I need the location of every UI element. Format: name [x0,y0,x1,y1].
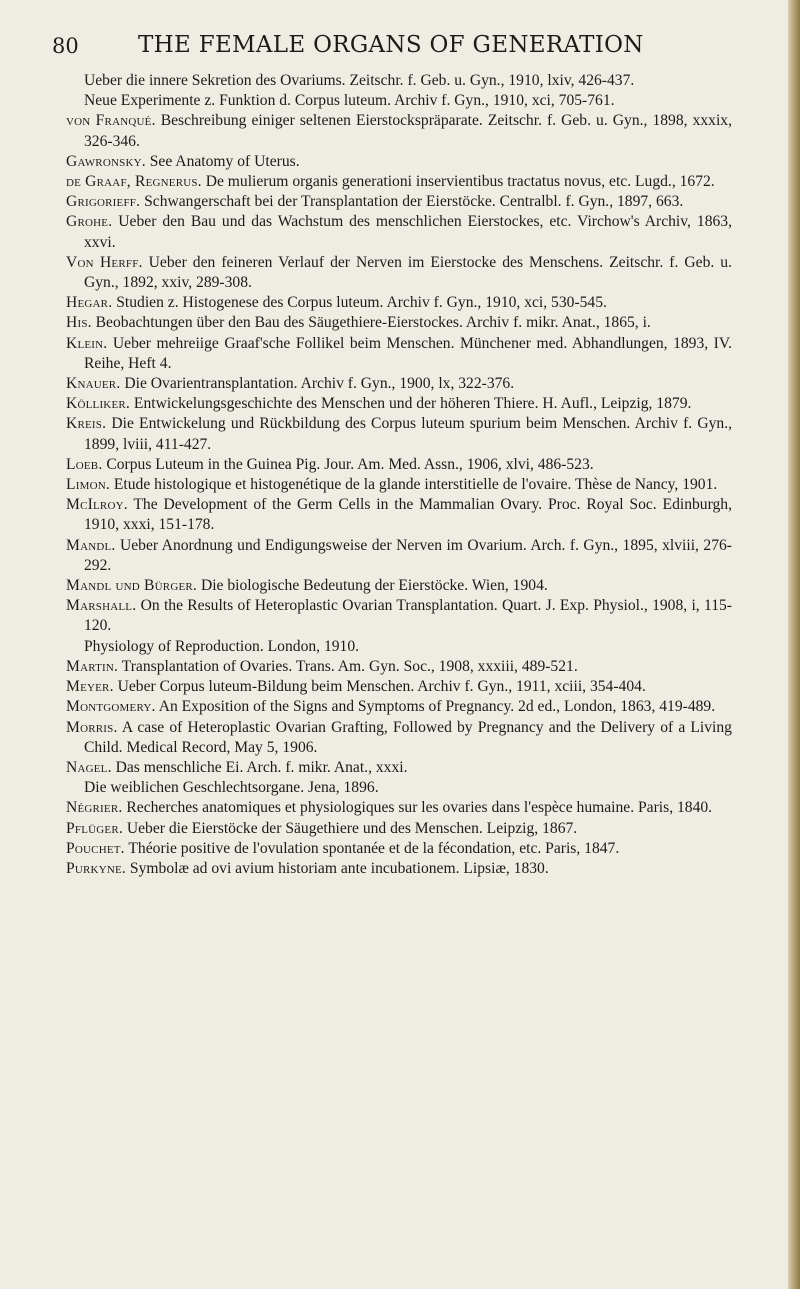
reference-entry [66,414,732,454]
reference-entry [66,677,732,697]
reference-author: Mandl und Bürger. [66,577,198,595]
reference-text: Die Entwickelung und Rückbildung des Corpus luteum spurium beim Menschen. Archiv f. Gyn., 1899, lviii, 411-427. [84,415,732,453]
reference-text: Ueber die innere Sekretion des Ovariums. Zeitschr. f. Geb. u. Gyn., 1910, lxiv, 426-437. [84,72,635,89]
page-edge [788,0,800,1289]
reference-text: Ueber den feineren Verlauf der Nerven im Eierstocke des Menschens. Zeitschr. f. Geb. u. Gyn., 1892, xxiv, 289-308. [84,253,733,292]
reference-text: Ueber den Bau und das Wachstum des menschlichen Eierstockes, etc. Virchow's Archiv, 1863, xxvi. [84,213,732,251]
reference-entry [66,718,732,758]
reference-author: Limon. [66,476,110,494]
reference-text: Studien z. Histogenese des Corpus luteum. Archiv f. Gyn., 1910, xci, 530-545. [116,294,607,312]
reference-entry [66,212,732,252]
reference-text: Ueber Anordnung und Endigungsweise der Nerven im Ovarium. Arch. f. Gyn., 1895, xlviii, 276-292. [84,536,732,574]
reference-entry [66,798,732,818]
reference-text: Ueber Corpus luteum-Bildung beim Menschen. Archiv f. Gyn., 1911, xciii, 354-404. [117,678,646,696]
reference-text: Das menschliche Ei. Arch. f. mikr. Anat., xxxi. [115,758,408,776]
reference-author: Grigorieff. [66,193,141,211]
reference-author: Knauer. [66,375,121,393]
reference-author: Mandl. [66,536,116,554]
reference-author: Loeb. [66,455,103,473]
bibliography-list [66,71,732,879]
reference-entry [66,697,732,717]
reference-author: von Franqué. [66,112,156,130]
reference-author: Gawronsky. [66,152,146,170]
reference-entry [66,455,732,475]
reference-text: The Development of the Germ Cells in the Mammalian Ovary. Proc. Royal Soc. Edinburgh, 1910, xxxi, 151-178. [84,496,732,534]
reference-text: See Anatomy of Uterus. [149,152,300,170]
reference-entry [66,657,732,677]
reference-text: Transplantation of Ovaries. Trans. Am. Gyn. Soc., 1908, xxxiii, 489-521. [121,657,578,675]
reference-entry [66,778,732,798]
reference-text: Symbolæ ad ovi avium historiam ante incubationem. Lipsiæ, 1830. [129,859,549,877]
reference-entry [66,192,732,212]
reference-entry [66,637,732,657]
reference-author: McIlroy. [66,496,128,514]
reference-author: Morris. [66,718,118,736]
reference-entry [66,859,732,879]
reference-text: An Exposition of the Signs and Symptoms of Pregnancy. 2d ed., London, 1863, 419-489. [158,698,716,716]
reference-entry [66,71,732,91]
reference-entry [66,596,732,636]
reference-entry [66,394,732,414]
reference-text: De mulierum organis generationi inservientibus tractatus novus, etc. Lugd., 1672. [205,173,715,191]
reference-author: Purkyne. [66,859,127,877]
reference-entry [66,91,732,111]
reference-author: Hegar. [66,294,113,312]
reference-entry [66,293,732,313]
reference-text: Beschreibung einiger seltenen Eierstockspräparate. Zeitschr. f. Geb. u. Gyn., 1898, xxxix, 326-346. [84,112,732,150]
reference-entry [66,495,732,535]
reference-entry [66,536,732,576]
reference-author: Kölliker. [66,395,131,413]
page-number: 80 [52,34,79,58]
reference-text: Neue Experimente z. Funktion d. Corpus luteum. Archiv f. Gyn., 1910, xci, 705-761. [84,92,615,110]
reference-author: His. [66,314,92,332]
reference-author: Klein. [66,334,108,352]
reference-text: Entwickelungsgeschichte des Menschen und der höheren Thiere. H. Aufl., Leipzig, 1879. [133,395,692,413]
reference-entry [66,253,732,293]
reference-text: Etude histologique et histogenétique de la glande interstitielle de l'ovaire. Thèse de Nancy, 1901. [113,476,718,494]
reference-text: Schwangerschaft bei der Transplantation der Eierstöcke. Centralbl. f. Gyn., 1897, 663. [144,193,684,211]
reference-author: Pouchet. [66,839,125,857]
reference-entry [66,374,732,394]
reference-author: Pflüger. [66,819,123,837]
reference-author: Négrier. [66,799,123,817]
reference-text: Recherches anatomiques et physiologiques sur les ovaries dans l'espèce humaine. Paris, 1840. [126,799,713,817]
running-title: THE FEMALE ORGANS OF GENERATION [138,32,644,58]
reference-text: On the Results of Heteroplastic Ovarian Transplantation. Quart. J. Exp. Physiol., 1908, i, 115-120. [84,597,732,635]
reference-author: de Graaf, Regnerus. [66,173,202,191]
page-header [52,30,742,62]
reference-entry [66,839,732,859]
reference-author: Martin. [66,657,119,675]
reference-author: Marshall. [66,597,137,615]
reference-entry [66,111,732,151]
reference-text: Die weiblichen Geschlechtsorgane. Jena, 1896. [84,779,379,797]
reference-text: A case of Heteroplastic Ovarian Grafting, Followed by Pregnancy and the Delivery of a Living Child. Medical Record, May 5, 1906. [84,718,732,756]
reference-entry [66,576,732,596]
reference-text: Beobachtungen über den Bau des Säugethiere-Eierstockes. Archiv f. mikr. Anat., 1865, i. [95,314,651,332]
reference-text: Ueber mehreiige Graaf'sche Follikel beim Menschen. Münchener med. Abhandlungen, 1893, IV. Reihe, Heft 4. [84,334,732,372]
reference-entry [66,313,732,333]
reference-entry [66,334,732,374]
reference-text: Physiology of Reproduction. London, 1910. [84,637,360,655]
reference-entry [66,819,732,839]
reference-author: Grohe. [66,213,113,231]
reference-text: Die Ovarientransplantation. Archiv f. Gyn., 1900, lx, 322-376. [124,375,515,393]
reference-text: Corpus Luteum in the Guinea Pig. Jour. Am. Med. Assn., 1906, xlvi, 486-523. [106,455,594,473]
reference-entry [66,172,732,192]
reference-author: Montgomery. [66,698,156,716]
reference-entry [66,758,732,778]
reference-author: Von Herff. [66,253,143,271]
reference-entry [66,475,732,495]
reference-text: Ueber die Eierstöcke der Säugethiere und des Menschen. Leipzig, 1867. [126,819,578,837]
reference-author: Kreis. [66,415,107,433]
reference-entry [66,152,732,172]
reference-text: Théorie positive de l'ovulation spontanée et de la fécondation, etc. Paris, 1847. [128,839,620,857]
reference-author: Meyer. [66,678,114,696]
reference-text: Die biologische Bedeutung der Eierstöcke. Wien, 1904. [200,577,548,595]
reference-author: Nagel. [66,758,112,776]
